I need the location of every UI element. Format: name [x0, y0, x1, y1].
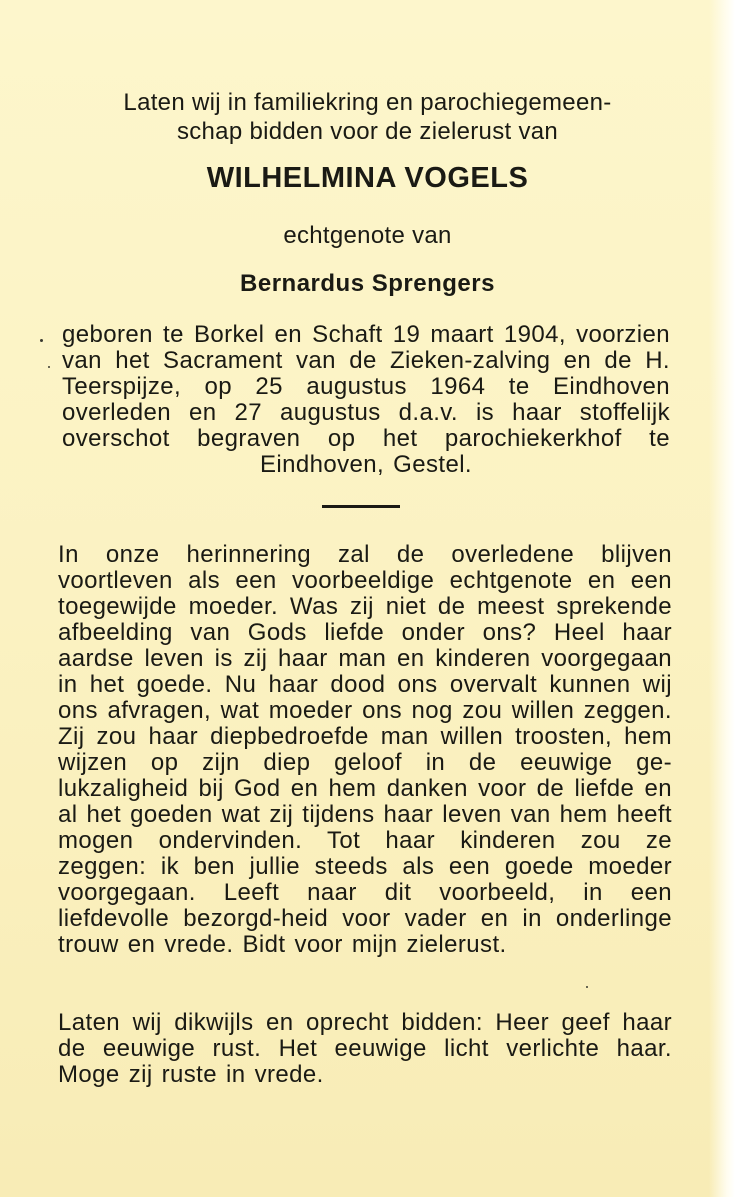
section-divider — [322, 505, 400, 508]
print-speck — [48, 366, 50, 368]
spouse-label: echtgenote van — [283, 222, 452, 249]
deceased-name: WILHELMINA VOGELS — [206, 162, 529, 194]
memory-paragraph: In onze herinnering zal de overledene blijven voortleven als een voorbeeldige echtgenote en een toegewijde moeder. Was zij niet de meest sprekende afbeelding van Gods liefde onder ons? Heel haar aardse leven is zij haar man en kinderen voorgegaan in het goede. Nu haar dood ons overvalt kunnen wij ons afvragen, wat moeder ons nog zou willen zeggen. Zij zou haar diepbedroefde man willen troosten, hem wijzen op zijn diep geloof in de eeuwige ge-lukzaligheid bij God en hem danken voor de liefde en al het goeden wat zij tijdens haar leven van hem heeft mogen ondervinden. Tot haar kinderen zou ze zeggen: ik ben jullie steeds als een goede moeder voorgegaan. Leeft naar dit voorbeeld, in een liefdevolle bezorgd-heid voor vader en in onderlinge trouw en vrede. Bidt voor mijn zielerust. — [58, 541, 672, 958]
prayer-paragraph: Laten wij dikwijls en oprecht bidden: Heer geef haar de eeuwige rust. Het eeuwige licht verlichte haar. Moge zij ruste in vrede. — [58, 1009, 672, 1088]
intro-text — [0, 88, 735, 146]
print-speck — [40, 339, 43, 342]
biography-paragraph: geboren te Borkel en Schaft 19 maart 1904, voorzien van het Sacrament van de Zieken-zalving en de H. Teerspijze, op 25 augustus 1964 te Eindhoven overleden en 27 augustus d.a.v. is haar stoffelijk overschot begraven op het parochiekerkhof te Eindhoven, Gestel. — [62, 321, 670, 478]
intro-line-1: Laten wij in familiekring en parochiegemeen- — [123, 89, 612, 116]
intro-line-2: schap bidden voor de zielerust van — [176, 118, 559, 145]
print-speck — [586, 986, 588, 988]
spouse-name: Bernardus Sprengers — [240, 270, 495, 297]
